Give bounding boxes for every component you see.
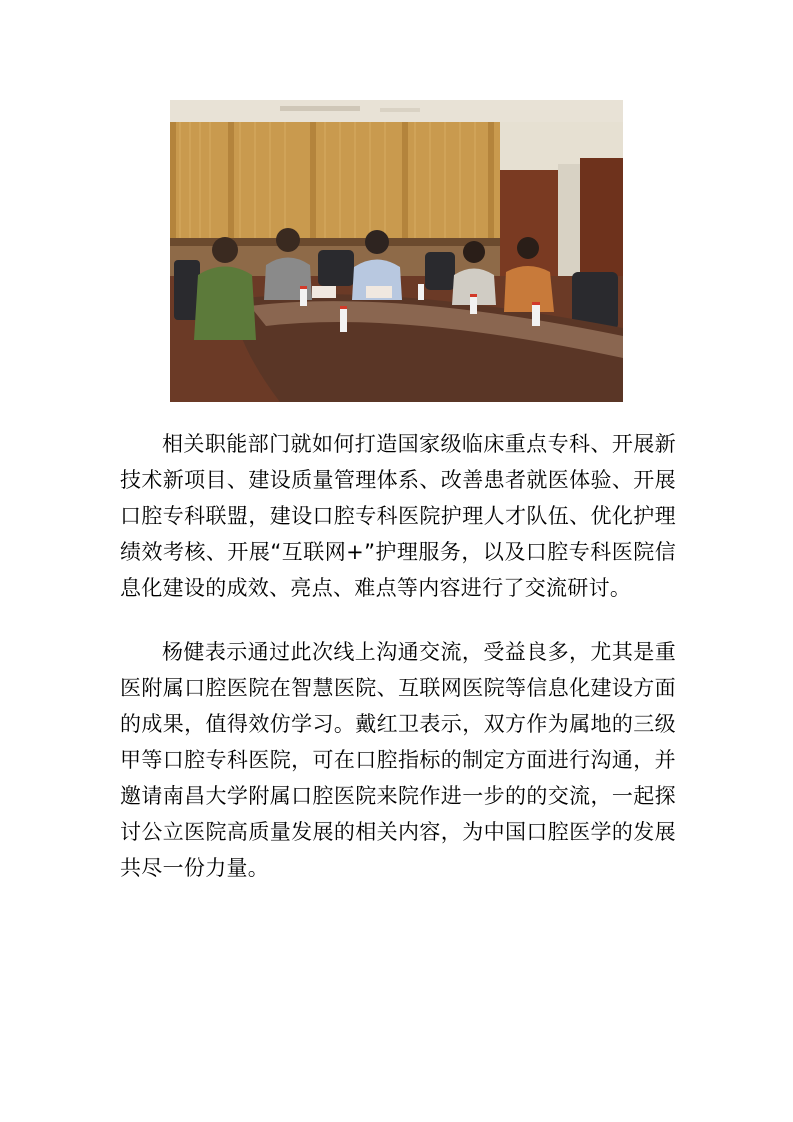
paragraph-statement: 杨健表示通过此次线上沟通交流，受益良多，尤其是重医附属口腔医院在智慧医院、互联网医院等信息化建设方面的成果，值得效仿学习。戴红卫表示，双方作为属地的三级甲等口腔专科医院，可在口腔指标的制定方面进行沟通，并邀请南昌大学附属口腔医院来院作进一步的的交流，一起探讨公立医院高质量发展的相关内容，为中国口腔医学的发展共尽一份力量。 [120,640,676,880]
paragraph-discussion: 相关职能部门就如何打造国家级临床重点专科、开展新技术新项目、建设质量管理体系、改善患者就医体验、开展口腔专科联盟，建设口腔专科医院护理人才队伍、优化护理绩效考核、开展“互联网+”护理服务，以及口腔专科医院信息化建设的成效、亮点、难点等内容进行了交流研讨。 [120,432,676,600]
meeting-photo [170,100,623,402]
meeting-room-illustration [170,100,623,402]
